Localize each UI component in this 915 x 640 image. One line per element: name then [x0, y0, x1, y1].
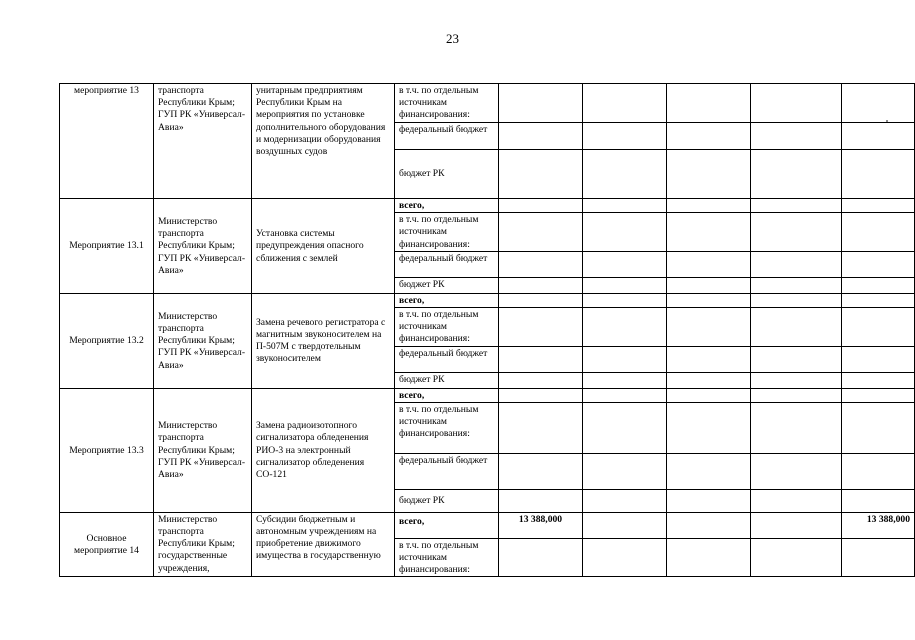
table-row [60, 512, 915, 538]
description-cell: Установка системы предупреждения опасного сближения с землей [252, 199, 395, 294]
source-label: всего, [395, 293, 499, 307]
executor-cell: Министерство транспорта Республики Крым; ГУП РК «Универсал-Авиа» [154, 388, 252, 512]
source-label: федеральный бюджет [395, 453, 499, 489]
table-row [60, 293, 915, 307]
source-label: бюджет РК [395, 372, 499, 388]
source-label: в т.ч. по отдельным источникам финансирования: [395, 538, 499, 577]
financing-table [59, 83, 915, 577]
source-label: в т.ч. по отдельным источникам финансирования: [395, 402, 499, 453]
description-cell: Замена радиоизотопного сигнализатора обледенения РИО-3 на электронный сигнализатор обледенения СО-121 [252, 388, 395, 512]
source-label: всего, [395, 512, 499, 538]
source-label: в т.ч. по отдельным источникам финансирования: [395, 213, 499, 252]
table-row [60, 388, 915, 402]
executor-cell: транспорта Республики Крым; ГУП РК «Универсал-Авиа» [154, 84, 252, 199]
amount-total: 13 388,000 [842, 512, 915, 538]
event-cell: Мероприятие 13.3 [60, 388, 154, 512]
source-label: всего, [395, 199, 499, 213]
table-row [60, 199, 915, 213]
source-label: федеральный бюджет [395, 346, 499, 372]
event-cell: Мероприятие 13.1 [60, 199, 154, 294]
source-label: в т.ч. по отдельным источникам финансирования: [395, 308, 499, 347]
source-label: федеральный бюджет [395, 123, 499, 150]
event-cell: Основное мероприятие 14 [60, 512, 154, 577]
description-cell: унитарным предприятиям Республики Крым на мероприятия по установке дополнительного оборудования и модернизации оборудования воздушных судов [252, 84, 395, 199]
table-row [60, 84, 915, 123]
source-label: бюджет РК [395, 489, 499, 512]
executor-cell: Министерство транспорта Республики Крым; ГУП РК «Универсал-Авиа» [154, 293, 252, 388]
description-cell: Замена речевого регистратора с магнитным звуконосителем на П-507М с твердотельным звуконосителем [252, 293, 395, 388]
event-cell: Мероприятие 13.2 [60, 293, 154, 388]
description-cell: Субсидии бюджетным и автономным учреждениям на приобретение движимого имущества в государственную [252, 512, 395, 577]
event-cell: мероприятие 13 [60, 84, 154, 199]
scan-speck [886, 120, 888, 122]
source-label: всего, [395, 388, 499, 402]
amount-total: 13 388,000 [499, 512, 583, 538]
source-label: федеральный бюджет [395, 251, 499, 277]
executor-cell: Министерство транспорта Республики Крым; государственные учреждения, [154, 512, 252, 577]
source-label: в т.ч. по отдельным источникам финансирования: [395, 84, 499, 123]
executor-cell: Министерство транспорта Республики Крым; ГУП РК «Универсал-Авиа» [154, 199, 252, 294]
source-label: бюджет РК [395, 150, 499, 199]
page-number: 23 [446, 31, 459, 46]
source-label: бюджет РК [395, 277, 499, 293]
